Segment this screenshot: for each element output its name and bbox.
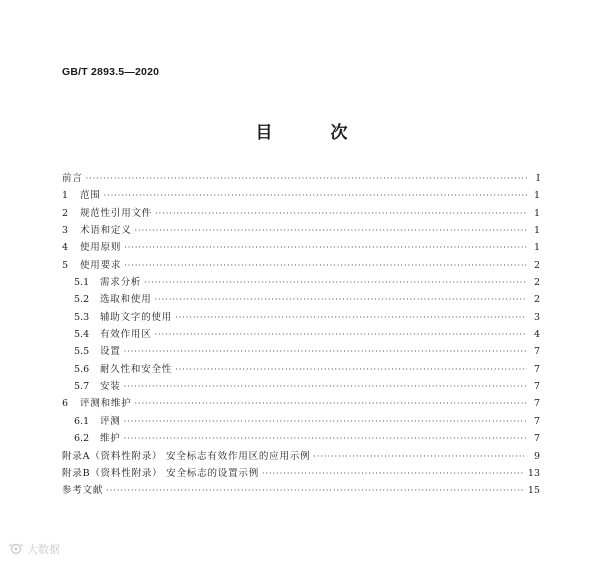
toc-entry-number: 3 (62, 225, 69, 237)
toc-entry-label: 评测 (100, 415, 121, 427)
toc-entry[interactable] (62, 378, 540, 395)
toc-entry-label: 设置 (100, 346, 121, 358)
toc-entry-number: 6.2 (74, 433, 90, 445)
dot-leader (155, 291, 527, 308)
toc-entry-page: 1 (533, 207, 540, 219)
toc-entry-number: 5.1 (74, 277, 90, 289)
dot-leader (175, 309, 527, 326)
toc-entry-number: 6.1 (74, 415, 90, 427)
camera-lens-icon (8, 543, 24, 555)
toc-entry[interactable] (62, 413, 540, 430)
toc-entry-label: 规范性引用文件 (80, 207, 153, 219)
toc-entry[interactable] (62, 482, 540, 499)
dot-leader (135, 222, 527, 239)
toc-entry[interactable] (62, 239, 540, 256)
toc-entry-page: 7 (533, 415, 540, 427)
toc-entry-page: 13 (527, 467, 540, 479)
watermark-text: 大数据 (27, 543, 60, 556)
toc-entry-page: 7 (533, 381, 540, 393)
dot-leader (124, 378, 527, 395)
dot-leader (135, 395, 527, 412)
toc-entry-page: 4 (533, 329, 540, 341)
toc-entry-label: 辅助文字的使用 (100, 311, 173, 323)
dot-leader (104, 187, 527, 204)
toc-entry[interactable] (62, 257, 540, 274)
toc-entry-label: 安装 (100, 381, 121, 393)
watermark (8, 541, 60, 557)
toc-entry-page: 7 (533, 433, 540, 445)
toc-entry[interactable] (62, 430, 540, 447)
toc-entry-label: 选取和使用 (100, 294, 152, 306)
dot-leader (313, 448, 527, 465)
dot-leader (124, 413, 527, 430)
toc-entry-page: Ⅰ (536, 173, 540, 184)
toc-entry[interactable] (62, 205, 540, 222)
dot-leader (155, 205, 527, 222)
toc-entry-label: 需求分析 (100, 277, 142, 289)
toc-entry-page: 7 (533, 363, 540, 375)
toc-entry[interactable] (62, 465, 540, 482)
toc-entry[interactable] (62, 274, 540, 291)
page-title: 目 次 (255, 123, 374, 143)
toc-entry-label: 使用要求 (80, 259, 122, 271)
toc-entry[interactable] (62, 291, 540, 308)
toc-entry-label: 附录B（资料性附录） 安全标志的设置示例 (62, 467, 260, 479)
toc-entry-page: 3 (533, 311, 540, 323)
toc-entry-page: 1 (533, 225, 540, 237)
toc-entry[interactable] (62, 222, 540, 239)
toc-entry[interactable] (62, 395, 540, 412)
toc-entry-label: 有效作用区 (100, 329, 152, 341)
toc-entry-label: 附录A（资料性附录） 安全标志有效作用区的应用示例 (62, 450, 311, 462)
toc-entry-page: 2 (533, 259, 540, 271)
toc-entry-page: 2 (533, 277, 540, 289)
toc-entry-page: 2 (533, 294, 540, 306)
table-of-contents (62, 170, 540, 500)
toc-entry-label: 维护 (100, 433, 121, 445)
toc-entry-number: 5.3 (74, 311, 90, 323)
toc-entry-label: 耐久性和安全性 (100, 363, 173, 375)
toc-entry-label: 评测和维护 (80, 398, 132, 410)
dot-leader (155, 326, 527, 343)
toc-entry-page: 9 (533, 450, 540, 462)
dot-leader (124, 343, 527, 360)
toc-entry[interactable] (62, 326, 540, 343)
dot-leader (124, 239, 527, 256)
dot-leader (262, 465, 525, 482)
toc-entry-number: 5 (62, 259, 69, 271)
toc-entry-page: 7 (533, 346, 540, 358)
dot-leader (124, 257, 527, 274)
dot-leader (175, 361, 527, 378)
toc-entry-number: 5.4 (74, 329, 90, 341)
toc-entry-number: 5.7 (74, 381, 90, 393)
toc-entry-number: 4 (62, 242, 69, 254)
toc-entry-label: 前言 (62, 173, 83, 184)
toc-entry[interactable] (62, 170, 540, 187)
toc-entry[interactable] (62, 343, 540, 360)
toc-entry[interactable] (62, 309, 540, 326)
toc-entry[interactable] (62, 448, 540, 465)
standard-code: GB/T 2893.5—2020 (62, 66, 160, 78)
toc-entry[interactable] (62, 187, 540, 204)
toc-entry-number: 5.6 (74, 363, 90, 375)
toc-entry-number: 6 (62, 398, 69, 410)
toc-entry-number: 1 (62, 190, 69, 202)
toc-entry-page: 7 (533, 398, 540, 410)
toc-entry-page: 1 (533, 190, 540, 202)
dot-leader (124, 430, 527, 447)
dot-leader (86, 170, 527, 187)
toc-entry-number: 5.2 (74, 294, 90, 306)
toc-entry-label: 参考文献 (62, 485, 104, 497)
toc-entry-label: 范围 (80, 190, 101, 202)
toc-entry-page: 1 (533, 242, 540, 254)
dot-leader (144, 274, 527, 291)
toc-entry-number: 2 (62, 207, 69, 219)
dot-leader (106, 482, 525, 499)
toc-entry-label: 使用原则 (80, 242, 122, 254)
toc-entry-number: 5.5 (74, 346, 90, 358)
toc-entry-page: 15 (527, 485, 540, 497)
toc-entry-label: 术语和定义 (80, 225, 132, 237)
toc-entry[interactable] (62, 361, 540, 378)
